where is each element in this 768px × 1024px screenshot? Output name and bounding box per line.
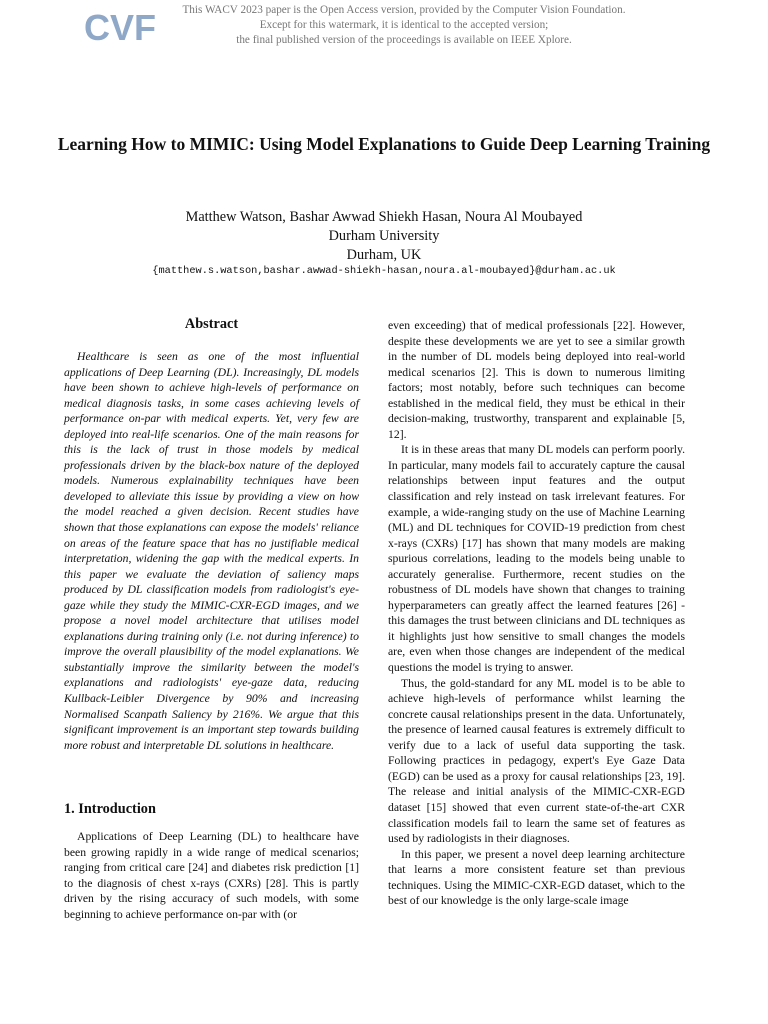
open-access-watermark bbox=[150, 3, 658, 48]
author-block bbox=[84, 208, 684, 265]
watermark-line-1: This WACV 2023 paper is the Open Access version, provided by the Computer Vision Foundation. bbox=[182, 4, 626, 16]
introduction-paragraph-4: In this paper, we present a novel deep learning architecture that learns a more consistent feature set than previous techniques. Using the MIMIC-CXR-EGD dataset, which to the best of our knowledge is the only large-scale image bbox=[388, 847, 685, 908]
watermark-line-3: the final published version of the proceedings is available on IEEE Xplore. bbox=[236, 34, 572, 46]
abstract-heading: Abstract bbox=[184, 316, 239, 332]
right-column bbox=[388, 318, 685, 909]
author-location: Durham, UK bbox=[346, 247, 422, 263]
paper-title: Learning How to MIMIC: Using Model Explanations to Guide Deep Learning Training bbox=[57, 134, 711, 154]
cvf-logo bbox=[84, 6, 156, 48]
cvf-logo-text: CVF bbox=[84, 7, 156, 48]
introduction-paragraph-2: It is in these areas that many DL models can perform poorly. In particular, many models fail to accurately capture the causal relationships between input features and the output classification and rely instead on task irrelevant features. For example, a wide-ranging study on the use of Machine Learning (ML) and DL techniques for COVID-19 prediction from chest x-rays (CXRs) [17] has shown that many models are making spurious correlations, leading to the models being unable to accurately generalise. Furthermore, recent studies on the robustness of DL models have shown that changes to training hyperparameters can greatly affect the learned features [26] - this damages the trust between clinicians and DL techniques as it highlights just how sensitive to small changes the models are, even when those changes are independent of the medical questions the model is trying to answer. bbox=[388, 443, 685, 675]
abstract-text: Healthcare is seen as one of the most influential applications of Deep Learning (DL). Increasingly, DL models have been shown to achieve high-levels of performance on medical diagnosis tasks, in some cases achieving levels of performance on-par with medical experts. Yet, very few are deployed into real-life scenarios. One of the main reasons for this is the lack of trust in those models by medical professionals driven by the black-box nature of the deployed models. Numerous explainability techniques have been developed to alleviate this issue by providing a view on how the model reached a given decision. Recent studies have shown that those explanations can expose the models' reliance on areas of the feature space that has no justifiable medical interpretation, widening the gap with the medical experts. In this paper we evaluate the deviation of saliency maps produced by DL classification models from radiologist's eye-gaze while they study the MIMIC-CXR-EGD images, and we propose a novel model architecture that utilises model explanations during training only (i.e. not during inference) to improve the overall plausibility of the model explanations. We substantially improve the similarity between the model's explanations and radiologists' eye-gaze data, reducing Kullback-Leibler Divergence by 90% and increasing Normalised Scanpath Saliency by 216%. We argue that this significant improvement is an important step towards building more robust and interpretable DL solutions in healthcare. bbox=[64, 350, 359, 752]
introduction-heading: 1. Introduction bbox=[64, 801, 156, 817]
author-names: Matthew Watson, Bashar Awwad Shiekh Hasan, Noura Al Moubayed bbox=[185, 209, 583, 225]
introduction-paragraph-3: Thus, the gold-standard for any ML model is to be able to achieve high-levels of performance whilst learning the concrete causal relationships present in the data. Unfortunately, the presence of learned causal features is extremely difficult to verify due to a lack of useful data supporting the task. Following practices in pedagogy, expert's Eye Gaze Data (EGD) can be used as a proxy for causal relationships [23, 19]. The release and initial analysis of the MIMIC-CXR-EGD dataset [15] showed that even current state-of-the-art CXR classification models fail to learn the same set of features as used by radiologists in their diagnoses. bbox=[388, 676, 685, 846]
author-affiliation: Durham University bbox=[328, 228, 440, 244]
watermark-line-2: Except for this watermark, it is identical to the accepted version; bbox=[259, 19, 549, 31]
introduction-paragraph-continued: even exceeding) that of medical professionals [22]. However, despite these developments we are yet to see a similar growth in the number of DL models being deployed into real-world medical scenarios [2]. This is down to numerous limiting factors; most notably, before such techniques can become established in the medical field, they must be ethical in their decision-making, trustworthy, transparent and explainable [5, 12]. bbox=[388, 319, 685, 441]
author-emails: {matthew.s.watson,bashar.awwad-shiekh-hasan,noura.al-moubayed}@durham.ac.uk bbox=[152, 265, 616, 277]
introduction-paragraph-1: Applications of Deep Learning (DL) to healthcare have been growing rapidly in a wide range of medical scenarios; ranging from critical care [24] and diabetes risk prediction [1] to the diagnosis of chest x-rays (CXRs) [28]. This is partly driven by the rising accuracy of such models, with some beginning to achieve performance on-par with (or bbox=[64, 830, 359, 921]
